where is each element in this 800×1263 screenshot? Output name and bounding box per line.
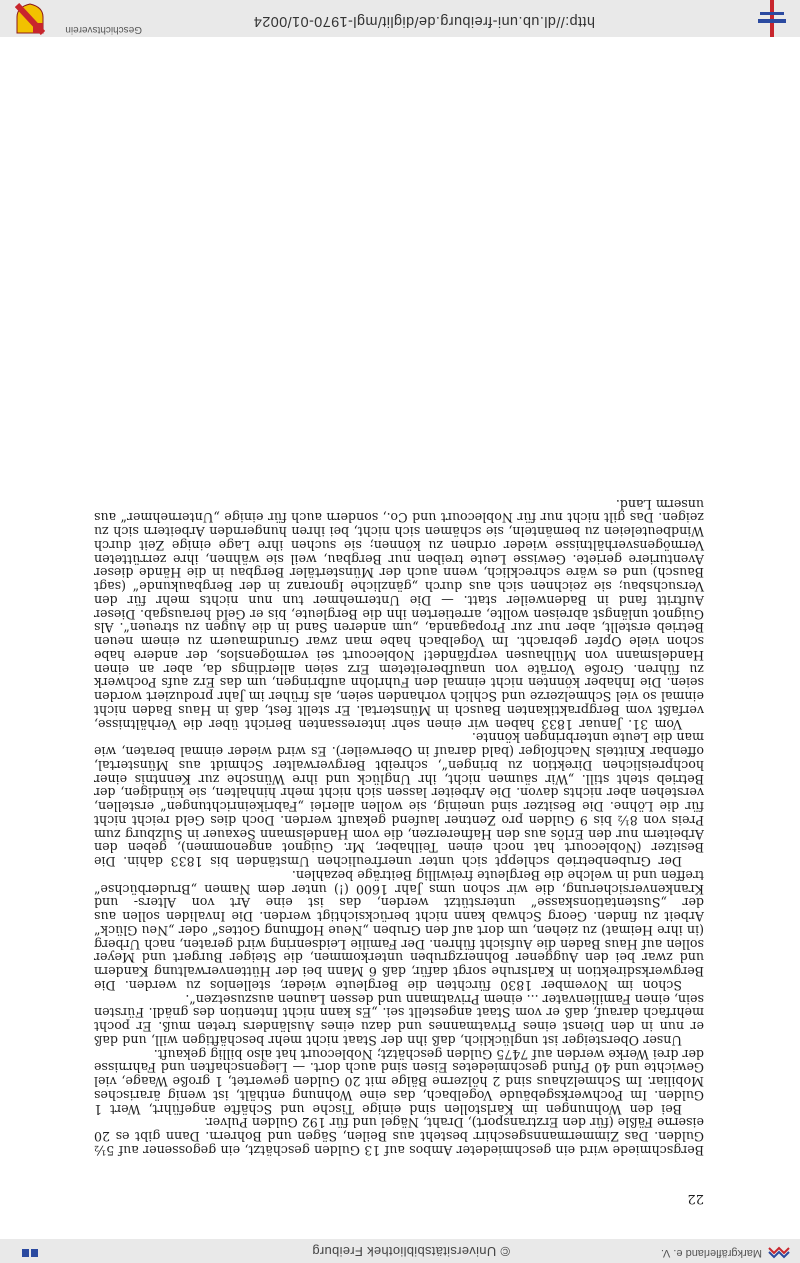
paragraph: Schon im November 1830 fürchten die Bergleute wieder, stellenlos zu werden. Die Bergwerksdirektion in Karlsruhe sorgt dafür, daß 6 Mann bei der Hüttenverwaltung Kandern und zwar bei den Auggener Bohnerzgruben unterkommen, die Steiger Burgert und Meyer sollen auf Haus Baden die Aufsicht führen. Der Familie Leidsenring wird geraten, nach Urberg (in ihre Heimat) zu ziehen, um dort auf den Gruben „Neue Hoffnung Gottes“ oder „Neu Glück“ Arbeit zu finden. Georg Schwab kann nicht berücksichtigt werden. Die Invaliden sollen aus der „Sustentationskasse“ unterstützt werden, das ist eine Art von Alters- und Krankenversicherung, die wir schon ums Jahr 1600 (!) unter dem Namen „Bruderbüchse“ treffen und in welche die Bergleute freiwillig Beiträge bezahlen.: [94, 868, 704, 993]
paragraph: Bergschmiede wird ein geschmiedeter Ambos auf 13 Gulden geschätzt, ein gegossener auf 5½ Gulden. Das Zimmermannsgeschirr besteht aus Beilen, Sägen und Bohrern. Dann gibt es 20 eiserne Fäßle (für den Erztransport), Draht, Nägel und für 192 Gulden Pulver.: [94, 1115, 704, 1158]
association-label: Markgräflerland e. V.: [660, 1247, 762, 1259]
copyright-text: © Universitätsbibliothek Freiburg: [312, 1244, 510, 1259]
association-label: Geschichtsverein: [65, 24, 142, 35]
copyright-bar: [0, 1239, 800, 1263]
university-logo-icon: [14, 1247, 40, 1259]
text-body: [94, 496, 704, 1206]
crest-icon: [15, 3, 45, 35]
university-logo-icon: [754, 0, 790, 37]
page-number: 22: [687, 1191, 704, 1206]
document-url-link[interactable]: http://dl.ub.uni-freiburg.de/diglit/mgl-1970-01/0024: [253, 13, 595, 29]
url-bar: [0, 0, 800, 37]
paragraph: Bei den Wohnungen im Karlstollen sind einige Tische und Schäfte angeführt, Wert 1 Gulden. Im Pochwerksgebäude Vogelbach, das eine Wohnung enthält, ist wenig ärarisches Mobiliar. Im Schmelzhaus sind 2 hölzerne Bälge mit 20 Gulden gewertet, 1 große Waage, viel Gewichte und 40 Pfund geschmiedetes Eisen sind auch dort. — Liegenschaften und Fahrnisse der drei Werke werden auf 7475 Gulden geschätzt; Noblecourt hat also billig gekauft.: [94, 1046, 704, 1117]
paragraph: Vom 31. Januar 1833 haben wir einen sehr interessanten Bericht über die Verhältnisse, verfaßt vom Bergpraktikanten Bausch in Münstertal. Er stellt fest, daß in Haus Baden nicht einmal so viel Schmelzerze und Schlich vorhanden seien, als früher im Jahr produziert worden seien. Die Inhaber könnten nicht einmal den Fuhrlohn aufbringen, um das Erz aufs Pochwerk zu führen. Große Vorräte von unaufbereitetem Erz seien allerdings da, aber an einen Handelsmann von Mülhausen verpfändet! Noblecourt sei vermögenslos, der andere habe schon viele Opfer gebracht. Im Vogelbach habe man zwar Grundmauern zu einem neuen Betrieb erstellt, aber nur zur Propaganda, „um anderen Sand in die Augen zu streuen“. Als Guignot unlängst abreisen wollte, arretierten ihn die Bergleute, bis er Geld herausgab. Dieser Auftritt fand in Badenweiler statt. — Die Unternehmer tun nun nichts mehr für den Versuchsbau; sie zeichnen sich aus durch „gänzliche Ignoranz in der Bergbaukunde“ (sagt Bausch) und es wäre schrecklich, wenn auch der Münstertäler Bergbau in die Hände dieser Aventuriere geriete. Gewisse Leute treiben nur Bergbau, weil sie wähnen, ihre zerrütteten Vermögensverhältnisse wieder ordnen zu können; sie suchen ihre Lage einige Zeit durch Windbeuteleien zu bemänteln, sie schämen sich nicht, bei ihren hungernden Arbeitern sich zu zeigen. Das gilt nicht nur für Noblecourt und Co., sondern auch für einige „Unternehmer“ aus unserm Land.: [94, 496, 704, 732]
paragraph: Unser Obersteiger ist unglücklich, daß ihn der Staat nicht mehr beschäftigen will, und daß er nun in den Dienst eines Privatmannes und dazu eines Ausländers treten muß. Er pocht mehrfach darauf, daß er vom Staat angestellt sei. „Es kann nicht Intention des gnädl. Fürsten sein, einen Familienvater ... einem Privatmann und dessen Launen auszusetzen“.: [94, 991, 704, 1048]
association-logo-icon: [768, 1245, 790, 1259]
paragraph: Der Grubenbetrieb schleppt sich unter unerfreulichen Umständen bis 1833 dahin. Die Besitzer (Noblecourt hat noch einen Teilhaber, Mr. Guignot angenommen), geben den Arbeitern nur den Erlös aus den Hafnererzen, die vom Handelsmann Sexauer in Sulzburg zum Preis von 8½ bis 9 Gulden pro Zentner laufend gekauft werden. Doch dies Geld reicht nicht für die Löhne. Die Besitzer sind uneinig, sie wollen allerlei „Fabrikeinrichtungen“ erstellen, verstehen aber nichts davon. Die Arbeiter lassen sich nicht mehr hinhalten, sie kündigen, der Betrieb steht still. „Wir säumen nicht, ihr Unglück und ihre Wünsche zur Kenntnis einer hochpreislichen Direktion zu bringen“, schreibt Bergverwalter Schmidt aus Münstertal, offenbar Knittels Nachfolger (bald darauf in Oberweiler). Es wird wieder einmal beraten, wie man die Leute unterbringen könnte.: [94, 730, 704, 870]
